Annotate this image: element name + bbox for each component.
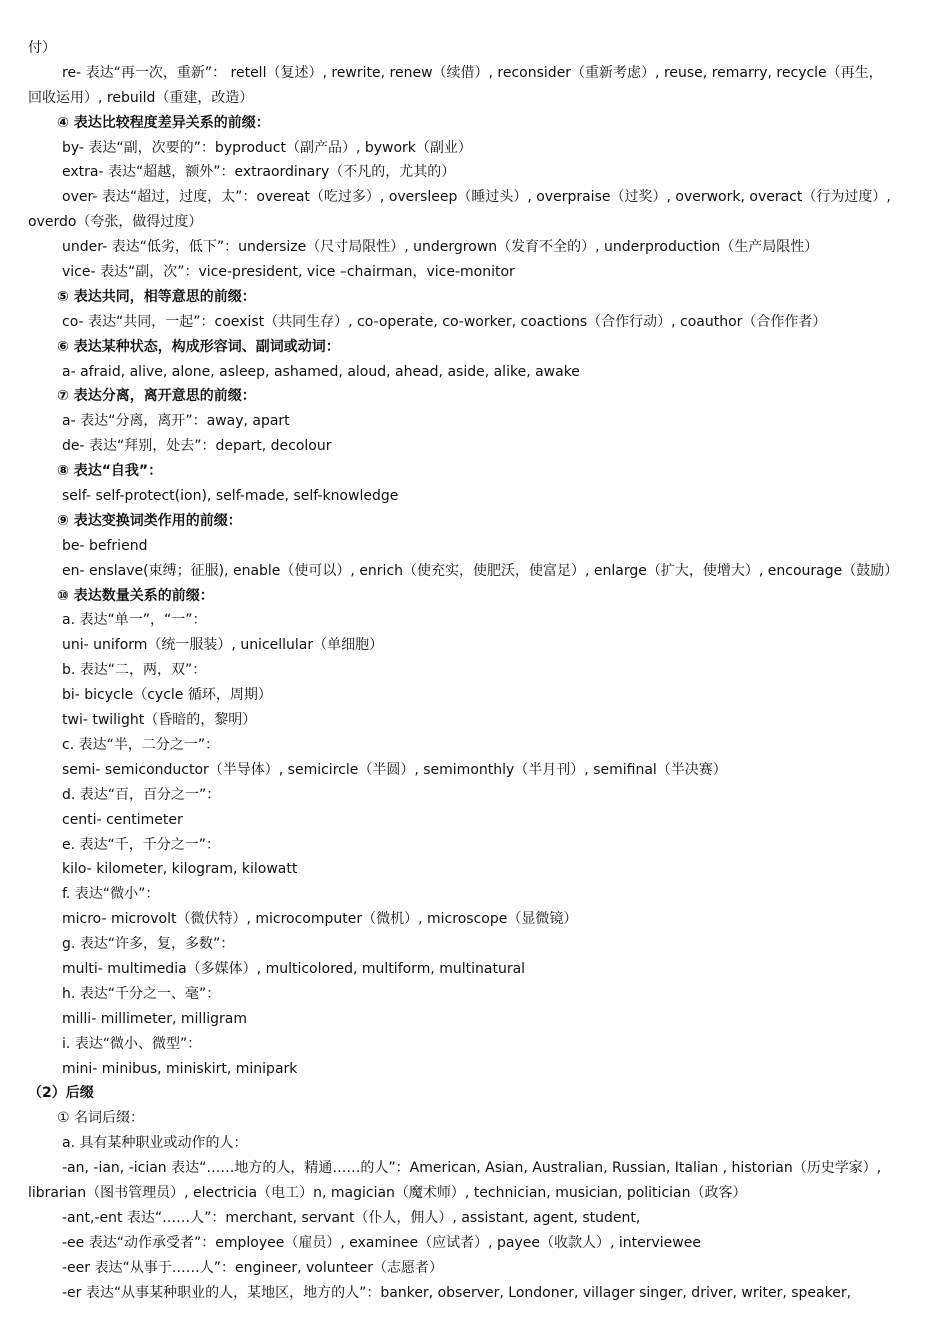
- text-line: i. 表达“微小、微型”：: [62, 1035, 202, 1052]
- text-line: h. 表达“千分之一、毫”：: [62, 985, 221, 1002]
- text-line: twi- twilight（昏暗的，黎明）: [62, 712, 257, 729]
- text-line: a- 表达“分离，离开”：away, apart: [62, 413, 290, 430]
- text-line: uni- uniform（统一服装）, unicellular（单细胞）: [62, 637, 384, 654]
- section-heading: （2）后缀: [28, 1085, 94, 1102]
- text-line: 付）: [28, 40, 56, 56]
- text-line: d. 表达“百，百分之一”：: [62, 786, 221, 803]
- text-line: -an, -ian, -ician 表达“……地方的人，精通……的人”：American, Asian, Australian, Russian, Italian , historian（历史学家）,: [62, 1160, 882, 1177]
- text-line: micro- microvolt（微伏特）, microcomputer（微机）, microscope（显微镜）: [62, 911, 578, 928]
- text-line: c. 表达“半，二分之一”：: [62, 736, 220, 753]
- text-line: kilo- kilometer, kilogram, kilowatt: [62, 861, 298, 878]
- text-line: en- enslave(束缚；征服), enable（使可以）, enrich（使充实，使肥沃，使富足）, enlarge（扩大，使增大）, encourage（鼓励）: [62, 562, 899, 579]
- section-heading: ⑥ 表达某种状态，构成形容词、副词或动词：: [57, 338, 340, 355]
- document-page: [0, 36, 950, 1305]
- text-line: 回收运用）, rebuild（重建，改造）: [28, 89, 254, 106]
- text-line: re- 表达“再一次，重新”： retell（复述）, rewrite, renew（续借）, reconsider（重新考虑）, reuse, remarry, recycle（再生，: [62, 64, 883, 81]
- text-line: semi- semiconductor（半导体）, semicircle（半圆）, semimonthly（半月刊）, semifinal（半决赛）: [62, 761, 727, 778]
- text-line: a. 具有某种职业或动作的人：: [62, 1135, 248, 1152]
- section-heading: ④ 表达比较程度差异关系的前缀：: [57, 114, 270, 131]
- text-line: by- 表达“副，次要的”：byproduct（副产品）, bywork（副业）: [62, 139, 472, 156]
- text-line: milli- millimeter, milligram: [62, 1010, 247, 1027]
- text-line: vice- 表达“副，次”：vice-president, vice –chairman，vice-monitor: [62, 264, 515, 281]
- text-line: bi- bicycle（cycle 循环，周期）: [62, 687, 272, 704]
- text-line: -er 表达“从事某种职业的人，某地区，地方的人”：banker, observer, Londoner, villager singer, driver, writer, speaker,: [62, 1284, 852, 1301]
- text-line: a. 表达“单一”，“一”：: [62, 612, 207, 629]
- text-line: librarian（图书管理员）, electricia（电工）n, magician（魔术师）, technician, musician, politician（政客）: [28, 1184, 747, 1201]
- text-line: multi- multimedia（多媒体）, multicolored, multiform, multinatural: [62, 960, 526, 977]
- text-line: extra- 表达“超越，额外”：extraordinary（不凡的，尤其的）: [62, 164, 456, 181]
- text-line: co- 表达“共同，一起”：coexist（共同生存）, co-operate, co-worker, coactions（合作行动）, coauthor（合作作者）: [62, 313, 827, 330]
- text-line: e. 表达“千，千分之一”：: [62, 836, 221, 853]
- section-heading: ⑧ 表达“自我”：: [57, 463, 163, 480]
- text-line: under- 表达“低劣，低下”：undersize（尺寸局限性）, undergrown（发育不全的）, underproduction（生产局限性）: [62, 239, 819, 256]
- text-line: be- befriend: [62, 537, 148, 554]
- section-heading: ⑤ 表达共同，相等意思的前缀：: [57, 288, 256, 305]
- text-line: overdo（夸张，做得过度）: [28, 214, 203, 231]
- text-line: g. 表达“许多，复，多数”：: [62, 936, 235, 953]
- text-line: -ant,-ent 表达“……人”：merchant, servant（仆人，佣人）, assistant, agent, student,: [62, 1209, 641, 1226]
- text-line: f. 表达“微小”：: [62, 886, 160, 903]
- text-line: over- 表达“超过，过度，太”：overeat（吃过多）, oversleep（睡过头）, overpraise（过奖）, overwork, overact（行为过度）,: [62, 189, 891, 206]
- text-line: ① 名词后缀：: [57, 1110, 145, 1127]
- text-line: mini- minibus, miniskirt, minipark: [62, 1060, 298, 1077]
- section-heading: ⑩ 表达数量关系的前缀：: [57, 587, 214, 604]
- text-line: -eer 表达“从事于……人”：engineer, volunteer（志愿者）: [62, 1259, 443, 1276]
- text-line: -ee 表达“动作承受者”：employee（雇员）, examinee（应试者）, payee（收款人）, interviewee: [62, 1234, 701, 1251]
- text-line: de- 表达“拜别，处去”：depart, decolour: [62, 438, 332, 455]
- text-line: a- afraid, alive, alone, asleep, ashamed, aloud, ahead, aside, alike, awake: [62, 363, 580, 380]
- section-heading: ⑦ 表达分离，离开意思的前缀：: [57, 388, 256, 405]
- text-line: self- self-protect(ion), self-made, self-knowledge: [62, 488, 399, 505]
- text-line: b. 表达“二，两，双”：: [62, 662, 207, 679]
- section-heading: ⑨ 表达变换词类作用的前缀：: [57, 512, 242, 529]
- text-line: centi- centimeter: [62, 811, 183, 828]
